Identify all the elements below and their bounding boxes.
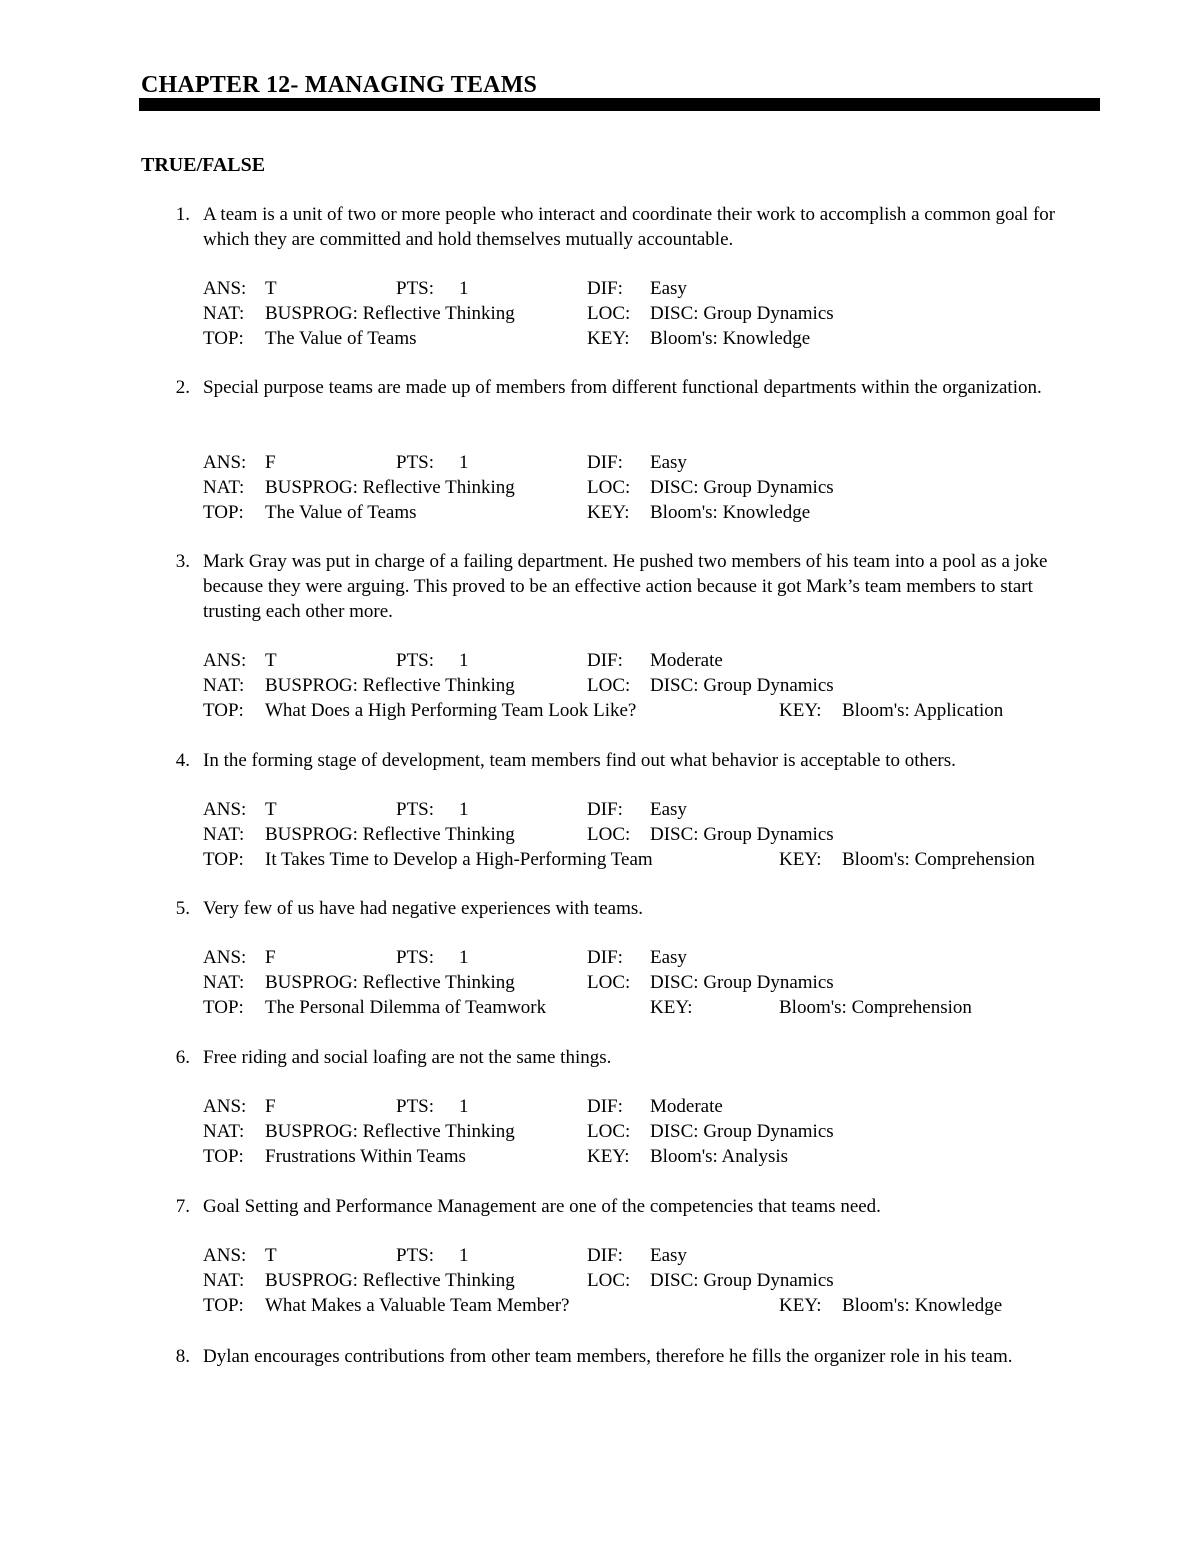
question-2-metadata (0, 451, 1200, 526)
top-value: It Takes Time to Develop a High-Performing Team (265, 849, 653, 870)
nat-value: BUSPROG: Reflective Thinking (265, 1121, 515, 1142)
question-text: Special purpose teams are made up of members from different functional departments within the organization. (203, 377, 1042, 398)
ans-value: T (265, 278, 277, 299)
ans-label: ANS: (203, 1096, 247, 1117)
dif-value: Easy (650, 799, 687, 820)
top-label: TOP: (203, 700, 244, 721)
pts-value: 1 (459, 452, 469, 473)
question-number: 3. (175, 551, 190, 572)
nat-label: NAT: (203, 303, 245, 324)
ans-value: F (265, 947, 276, 968)
ans-label: ANS: (203, 650, 247, 671)
loc-label: LOC: (587, 972, 631, 993)
top-value: The Value of Teams (265, 328, 417, 349)
key-value: Bloom's: Comprehension (842, 849, 1035, 870)
question-number: 1. (175, 204, 190, 225)
question-text: Dylan encourages contributions from other team members, therefore he fills the organizer role in his team. (203, 1346, 1013, 1367)
pts-label: PTS: (396, 452, 435, 473)
dif-value: Moderate (650, 650, 723, 671)
top-value: What Does a High Performing Team Look Like? (265, 700, 637, 721)
ans-value: T (265, 650, 277, 671)
dif-value: Easy (650, 947, 687, 968)
top-label: TOP: (203, 1295, 244, 1316)
nat-value: BUSPROG: Reflective Thinking (265, 303, 515, 324)
ans-label: ANS: (203, 947, 247, 968)
dif-label: DIF: (587, 452, 623, 473)
nat-value: BUSPROG: Reflective Thinking (265, 675, 515, 696)
key-value: Bloom's: Application (842, 700, 1004, 721)
dif-label: DIF: (587, 1096, 623, 1117)
top-value: Frustrations Within Teams (265, 1146, 466, 1167)
question-text: Goal Setting and Performance Management are one of the competencies that teams need. (203, 1196, 881, 1217)
nat-value: BUSPROG: Reflective Thinking (265, 972, 515, 993)
pts-value: 1 (459, 947, 469, 968)
key-label: KEY: (779, 849, 822, 870)
nat-label: NAT: (203, 675, 245, 696)
section-heading: TRUE/FALSE (141, 154, 266, 176)
ans-value: T (265, 799, 277, 820)
question-text: Very few of us have had negative experiences with teams. (203, 898, 643, 919)
nat-label: NAT: (203, 972, 245, 993)
loc-value: DISC: Group Dynamics (650, 675, 834, 696)
nat-value: BUSPROG: Reflective Thinking (265, 477, 515, 498)
loc-label: LOC: (587, 303, 631, 324)
dif-value: Easy (650, 1245, 687, 1266)
pts-value: 1 (459, 1096, 469, 1117)
question-5-metadata (0, 946, 1200, 1021)
dif-value: Easy (650, 452, 687, 473)
pts-label: PTS: (396, 799, 435, 820)
page-title: CHAPTER 12- MANAGING TEAMS (141, 72, 538, 98)
nat-label: NAT: (203, 824, 245, 845)
loc-label: LOC: (587, 1270, 631, 1291)
loc-value: DISC: Group Dynamics (650, 1270, 834, 1291)
dif-value: Moderate (650, 1096, 723, 1117)
key-value: Bloom's: Comprehension (779, 997, 972, 1018)
title-rule (139, 98, 1100, 111)
key-label: KEY: (587, 1146, 630, 1167)
pts-label: PTS: (396, 650, 435, 671)
loc-value: DISC: Group Dynamics (650, 303, 834, 324)
dif-label: DIF: (587, 278, 623, 299)
nat-value: BUSPROG: Reflective Thinking (265, 1270, 515, 1291)
ans-value: F (265, 452, 276, 473)
key-label: KEY: (587, 328, 630, 349)
top-value: The Personal Dilemma of Teamwork (265, 997, 547, 1018)
top-label: TOP: (203, 328, 244, 349)
loc-value: DISC: Group Dynamics (650, 1121, 834, 1142)
nat-value: BUSPROG: Reflective Thinking (265, 824, 515, 845)
nat-label: NAT: (203, 477, 245, 498)
pts-value: 1 (459, 799, 469, 820)
key-value: Bloom's: Knowledge (842, 1295, 1003, 1316)
question-text: Mark Gray was put in charge of a failing department. He pushed two members of his team into a pool as a joke because they were arguing. This proved to be an effective action because it got Mark’s team members to start trusting each other more. (203, 551, 1048, 622)
dif-label: DIF: (587, 1245, 623, 1266)
ans-value: T (265, 1245, 277, 1266)
question-number: 4. (175, 750, 190, 771)
key-label: KEY: (779, 1295, 822, 1316)
dif-label: DIF: (587, 650, 623, 671)
loc-label: LOC: (587, 824, 631, 845)
pts-label: PTS: (396, 1245, 435, 1266)
loc-value: DISC: Group Dynamics (650, 972, 834, 993)
key-label: KEY: (779, 700, 822, 721)
question-1-metadata (0, 277, 1200, 352)
question-7-metadata (0, 1244, 1200, 1319)
question-text: In the forming stage of development, team members find out what behavior is acceptable to others. (203, 750, 956, 771)
loc-label: LOC: (587, 675, 631, 696)
loc-value: DISC: Group Dynamics (650, 477, 834, 498)
key-value: Bloom's: Knowledge (650, 502, 811, 523)
pts-label: PTS: (396, 278, 435, 299)
nat-label: NAT: (203, 1270, 245, 1291)
top-value: What Makes a Valuable Team Member? (265, 1295, 570, 1316)
top-label: TOP: (203, 849, 244, 870)
dif-label: DIF: (587, 947, 623, 968)
dif-value: Easy (650, 278, 687, 299)
question-number: 2. (175, 377, 190, 398)
ans-label: ANS: (203, 1245, 247, 1266)
top-label: TOP: (203, 997, 244, 1018)
ans-value: F (265, 1096, 276, 1117)
question-number: 5. (175, 898, 190, 919)
question-number: 8. (175, 1346, 190, 1367)
ans-label: ANS: (203, 452, 247, 473)
question-3-metadata (0, 649, 1200, 724)
ans-label: ANS: (203, 799, 247, 820)
dif-label: DIF: (587, 799, 623, 820)
nat-label: NAT: (203, 1121, 245, 1142)
pts-value: 1 (459, 278, 469, 299)
ans-label: ANS: (203, 278, 247, 299)
top-label: TOP: (203, 502, 244, 523)
question-6-metadata (0, 1095, 1200, 1170)
pts-value: 1 (459, 1245, 469, 1266)
pts-label: PTS: (396, 1096, 435, 1117)
loc-value: DISC: Group Dynamics (650, 824, 834, 845)
key-value: Bloom's: Analysis (650, 1146, 789, 1167)
question-4-metadata (0, 798, 1200, 873)
question-text: Free riding and social loafing are not the same things. (203, 1047, 612, 1068)
loc-label: LOC: (587, 1121, 631, 1142)
question-text: A team is a unit of two or more people who interact and coordinate their work to accomplish a common goal for which they are committed and hold themselves mutually accountable. (203, 204, 1056, 250)
question-number: 6. (175, 1047, 190, 1068)
key-label: KEY: (650, 997, 693, 1018)
key-value: Bloom's: Knowledge (650, 328, 811, 349)
pts-label: PTS: (396, 947, 435, 968)
loc-label: LOC: (587, 477, 631, 498)
top-label: TOP: (203, 1146, 244, 1167)
question-number: 7. (175, 1196, 190, 1217)
top-value: The Value of Teams (265, 502, 417, 523)
key-label: KEY: (587, 502, 630, 523)
pts-value: 1 (459, 650, 469, 671)
